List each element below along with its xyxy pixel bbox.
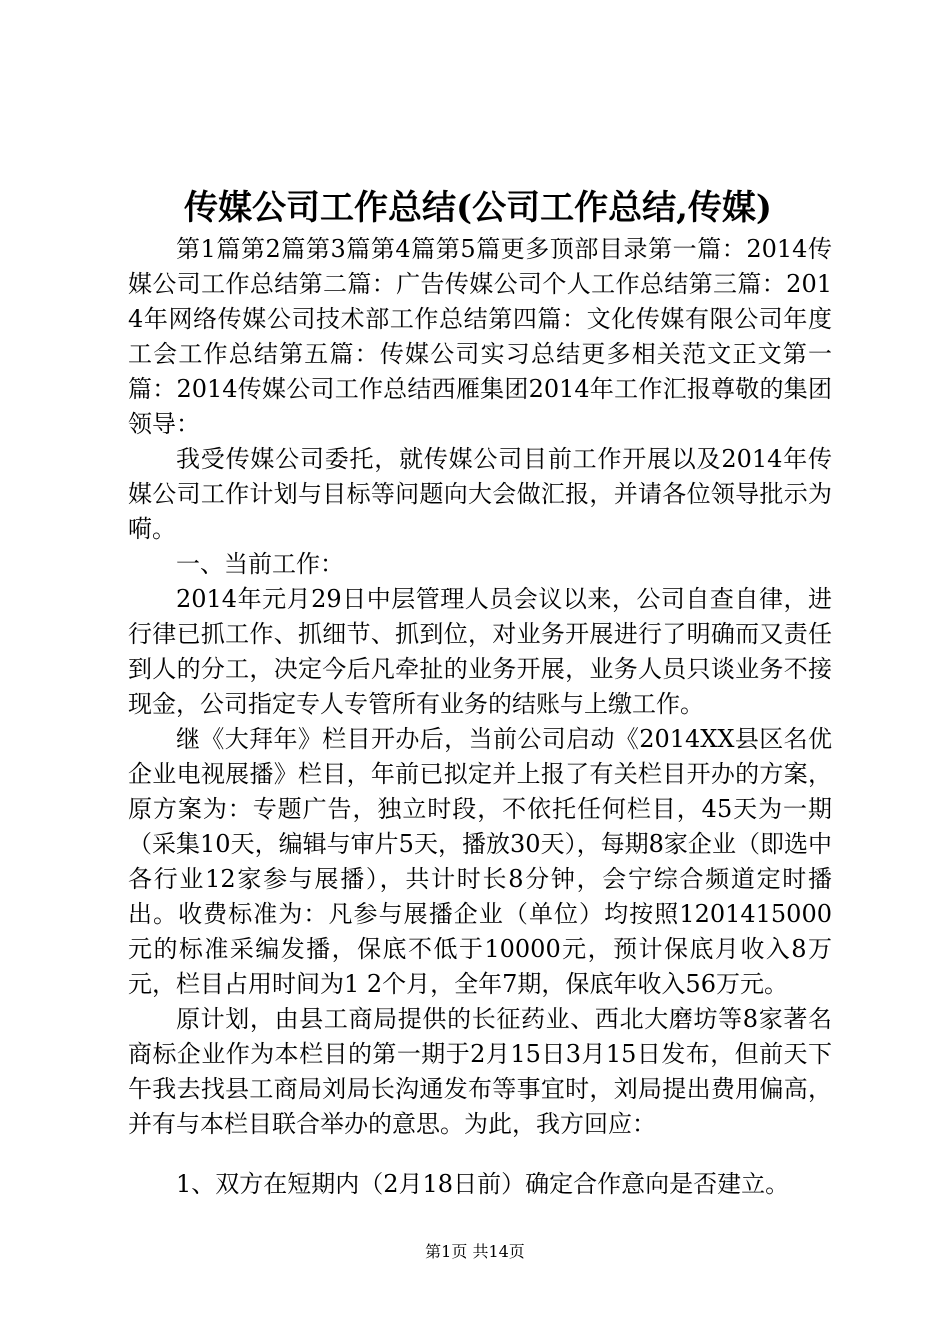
paragraph-toc: 第1篇第2篇第3篇第4篇第5篇更多顶部目录第一篇：2014传媒公司工作总结第二篇：广告传媒公司个人工作总结第三篇：2014年网络传媒公司技术部工作总结第四篇：文化传媒有限公司年度工会工作总结第五篇：传媒公司实习总结更多相关范文正文第一篇：2014传媒公司工作总结西雁集团2014年工作汇报尊敬的集团领导： xyxy=(128,235,832,438)
paragraph-original-plan: 原计划，由县工商局提供的长征药业、西北大磨坊等8家著名商标企业作为本栏目的第一期于2月15日3月15日发布，但前天下午我去找县工商局刘局长沟通发布等事宜时，刘局提出费用偏高，并有与本栏目联合举办的意思。为此，我方回应： xyxy=(128,1005,832,1138)
paragraph-intro: 我受传媒公司委托，就传媒公司目前工作开展以及2014年传媒公司工作计划与目标等问题向大会做汇报，并请各位领导批示为嗬。 xyxy=(128,445,832,543)
section-heading-current-work: 一、当前工作： xyxy=(176,550,344,578)
page-footer: 第1页 共14页 xyxy=(425,1242,525,1261)
paragraph-program-plan: 继《大拜年》栏目开办后，当前公司启动《2014XX县区名优企业电视展播》栏目，年前已拟定并上报了有关栏目开办的方案，原方案为：专题广告，独立时段，不依托任何栏目，45天为一期（采集10天，编辑与审片5天，播放30天），每期8家企业（即选中各行业12家参与展播），共计时长8分钟，会宁综合频道定时播出。收费标准为：凡参与展播企业（单位）均按照1201415000元的标准采编发播，保底不低于10000元，预计保底月收入8万元，栏目占用时间为1 2个月，全年7期，保底年收入56万元。 xyxy=(128,725,832,998)
list-item-1: 1、双方在短期内（2月18日前）确定合作意向是否建立。 xyxy=(176,1170,790,1198)
document-title: 传媒公司工作总结(公司工作总结,传媒) xyxy=(183,188,772,228)
paragraph-meeting: 2014年元月29日中层管理人员会议以来，公司自查自律，进行律已抓工作、抓细节、抓到位，对业务开展进行了明确而又责任到人的分工，决定今后凡牵扯的业务开展，业务人员只谈业务不接现金，公司指定专人专管所有业务的结账与上缴工作。 xyxy=(128,585,832,718)
document-body xyxy=(128,232,832,1202)
